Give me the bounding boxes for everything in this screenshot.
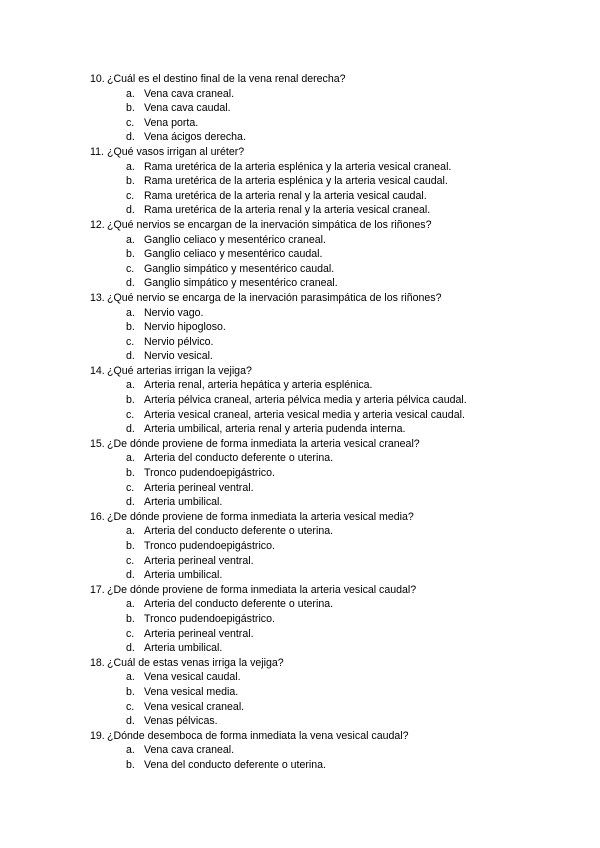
option-letter: b. <box>126 248 135 261</box>
question-block <box>0 437 467 510</box>
answer-option <box>0 700 467 715</box>
question-number: 15. <box>90 437 105 450</box>
option-letter: c. <box>126 408 135 421</box>
answer-option <box>0 233 467 248</box>
option-letter: a. <box>126 233 135 246</box>
option-text: Arteria umbilical. <box>144 642 223 655</box>
question-label: ¿Qué vasos irrigan al uréter? <box>107 145 245 158</box>
option-letter: b. <box>126 321 135 334</box>
option-letter: a. <box>126 671 135 684</box>
answer-option <box>0 466 467 481</box>
answer-option <box>0 451 467 466</box>
answer-option <box>0 116 467 131</box>
question-number: 14. <box>90 364 105 377</box>
option-text: Rama uretérica de la arteria renal y la arteria vesical craneal. <box>144 204 431 217</box>
answer-option <box>0 743 467 758</box>
question-block <box>0 364 467 437</box>
option-letter: b. <box>126 467 135 480</box>
option-letter: a. <box>126 306 135 319</box>
option-text: Vena del conducto deferente o uterina. <box>144 758 326 771</box>
option-letter: b. <box>126 102 135 115</box>
question-number: 11. <box>90 145 104 158</box>
option-letter: a. <box>126 598 135 611</box>
option-letter: b. <box>126 612 135 625</box>
option-text: Arteria perineal ventral. <box>144 481 254 494</box>
answer-option <box>0 495 467 510</box>
question-block <box>0 145 467 218</box>
answer-option <box>0 101 467 116</box>
option-letter: a. <box>126 160 135 173</box>
answer-option <box>0 685 467 700</box>
question-text <box>0 656 467 671</box>
question-number: 10. <box>90 73 105 85</box>
option-text: Vena cava caudal. <box>144 102 231 115</box>
option-letter: c. <box>126 481 135 494</box>
answer-option <box>0 539 467 554</box>
option-letter: c. <box>126 554 135 567</box>
option-letter: b. <box>126 394 135 407</box>
question-label: ¿Cuál de estas venas irriga la vejiga? <box>107 656 284 669</box>
option-text: Ganglio celiaco y mesentérico craneal. <box>144 233 326 246</box>
answer-option <box>0 130 467 145</box>
question-text <box>0 729 467 744</box>
answer-option <box>0 393 467 408</box>
answer-option <box>0 758 467 773</box>
question-number: 19. <box>90 729 105 742</box>
option-text: Ganglio celiaco y mesentérico caudal. <box>144 248 323 261</box>
question-number: 18. <box>90 656 105 669</box>
answer-option <box>0 641 467 656</box>
option-text: Vena porta. <box>144 116 199 129</box>
question-block <box>0 72 467 145</box>
answer-option <box>0 349 467 364</box>
answer-option <box>0 422 467 437</box>
question-label: ¿Dónde desemboca de forma inmediata la vena vesical caudal? <box>107 729 409 742</box>
option-letter: c. <box>126 335 135 348</box>
question-number: 17. <box>90 583 105 596</box>
answer-option <box>0 481 467 496</box>
option-letter: c. <box>126 116 135 129</box>
question-label: ¿Qué nervio se encarga de la inervación parasimpática de los riñones? <box>107 291 442 304</box>
option-text: Venas pélvicas. <box>144 715 218 728</box>
question-text <box>0 437 467 452</box>
answer-option <box>0 408 467 423</box>
answer-option <box>0 203 467 218</box>
answer-option <box>0 335 467 350</box>
answer-option <box>0 160 467 175</box>
question-text <box>0 218 467 233</box>
question-text <box>0 510 467 525</box>
option-letter: d. <box>126 715 135 728</box>
option-text: Rama uretérica de la arteria esplénica y la arteria vesical craneal. <box>144 160 452 173</box>
option-text: Vena vesical media. <box>144 685 239 698</box>
question-block <box>0 510 467 583</box>
question-text <box>0 583 467 598</box>
answer-option <box>0 597 467 612</box>
answer-option <box>0 262 467 277</box>
question-block <box>0 291 467 364</box>
option-letter: d. <box>126 131 135 144</box>
option-text: Tronco pudendoepigástrico. <box>144 467 275 480</box>
option-text: Arteria vesical craneal, arteria vesical media y arteria vesical caudal. <box>144 408 465 421</box>
option-text: Arteria pélvica craneal, arteria pélvica media y arteria pélvica caudal. <box>144 394 467 407</box>
option-letter: d. <box>126 204 135 217</box>
option-letter: a. <box>126 87 135 100</box>
option-text: Vena cava craneal. <box>144 744 235 757</box>
option-text: Tronco pudendoepigástrico. <box>144 612 275 625</box>
answer-option <box>0 714 467 729</box>
answer-option <box>0 627 467 642</box>
question-label: ¿De dónde proviene de forma inmediata la arteria vesical media? <box>107 510 414 523</box>
answer-option <box>0 670 467 685</box>
option-letter: d. <box>126 423 135 436</box>
option-text: Nervio pélvico. <box>144 335 214 348</box>
option-letter: d. <box>126 350 135 363</box>
option-letter: d. <box>126 277 135 290</box>
question-block <box>0 218 467 291</box>
answer-option <box>0 247 467 262</box>
option-text: Arteria renal, arteria hepática y arteria esplénica. <box>144 379 373 392</box>
answer-option <box>0 320 467 335</box>
option-letter: b. <box>126 175 135 188</box>
option-text: Vena ácigos derecha. <box>144 131 246 144</box>
question-block <box>0 729 467 773</box>
answer-option <box>0 378 467 393</box>
option-text: Vena vesical caudal. <box>144 671 241 684</box>
option-letter: a. <box>126 452 135 465</box>
question-number: 16. <box>90 510 105 523</box>
question-list <box>0 72 467 773</box>
option-text: Ganglio simpático y mesentérico craneal. <box>144 277 338 290</box>
question-number: 13. <box>90 291 105 304</box>
option-letter: a. <box>126 379 135 392</box>
option-letter: c. <box>126 627 135 640</box>
option-text: Arteria umbilical, arteria renal y arteria pudenda interna. <box>144 423 406 436</box>
option-text: Rama uretérica de la arteria renal y la arteria vesical caudal. <box>144 189 427 202</box>
option-letter: d. <box>126 642 135 655</box>
option-letter: a. <box>126 525 135 538</box>
option-text: Arteria del conducto deferente o uterina. <box>144 525 334 538</box>
question-block <box>0 656 467 729</box>
option-text: Arteria perineal ventral. <box>144 627 254 640</box>
answer-option <box>0 306 467 321</box>
question-label: ¿Qué nervios se encargan de la inervación simpática de los riñones? <box>107 218 432 231</box>
option-letter: b. <box>126 540 135 552</box>
question-text <box>0 145 467 160</box>
option-letter: a. <box>126 744 135 757</box>
option-text: Nervio vesical. <box>144 350 213 363</box>
option-letter: c. <box>126 700 135 713</box>
question-block <box>0 583 467 656</box>
option-text: Rama uretérica de la arteria esplénica y la arteria vesical caudal. <box>144 175 448 188</box>
question-label: ¿Qué arterias irrigan la vejiga? <box>107 364 252 377</box>
option-letter: b. <box>126 758 135 771</box>
question-label: ¿De dónde proviene de forma inmediata la arteria vesical caudal? <box>107 583 417 596</box>
option-text: Nervio vago. <box>144 306 204 319</box>
option-letter: b. <box>126 685 135 698</box>
question-label: ¿De dónde proviene de forma inmediata la arteria vesical craneal? <box>107 437 420 450</box>
answer-option <box>0 568 467 583</box>
answer-option <box>0 87 467 102</box>
answer-option <box>0 276 467 291</box>
answer-option <box>0 189 467 204</box>
question-label: ¿Cuál es el destino final de la vena renal derecha? <box>107 73 346 85</box>
option-text: Ganglio simpático y mesentérico caudal. <box>144 262 335 275</box>
option-letter: c. <box>126 262 135 275</box>
answer-option <box>0 554 467 569</box>
question-text <box>0 72 467 87</box>
option-letter: c. <box>126 189 135 202</box>
option-text: Arteria umbilical. <box>144 496 223 509</box>
option-text: Arteria umbilical. <box>144 569 223 582</box>
question-number: 12. <box>90 218 105 231</box>
answer-option <box>0 174 467 189</box>
option-text: Arteria del conducto deferente o uterina. <box>144 598 334 611</box>
option-text: Nervio hipogloso. <box>144 321 226 334</box>
question-text <box>0 291 467 306</box>
option-text: Vena cava craneal. <box>144 87 235 100</box>
option-letter: d. <box>126 496 135 509</box>
question-text <box>0 364 467 379</box>
answer-option <box>0 612 467 627</box>
option-text: Arteria perineal ventral. <box>144 554 254 567</box>
option-text: Tronco pudendoepigástrico. <box>144 540 275 552</box>
option-text: Arteria del conducto deferente o uterina. <box>144 452 334 465</box>
answer-option <box>0 524 467 539</box>
option-text: Vena vesical craneal. <box>144 700 245 713</box>
option-letter: d. <box>126 569 135 582</box>
